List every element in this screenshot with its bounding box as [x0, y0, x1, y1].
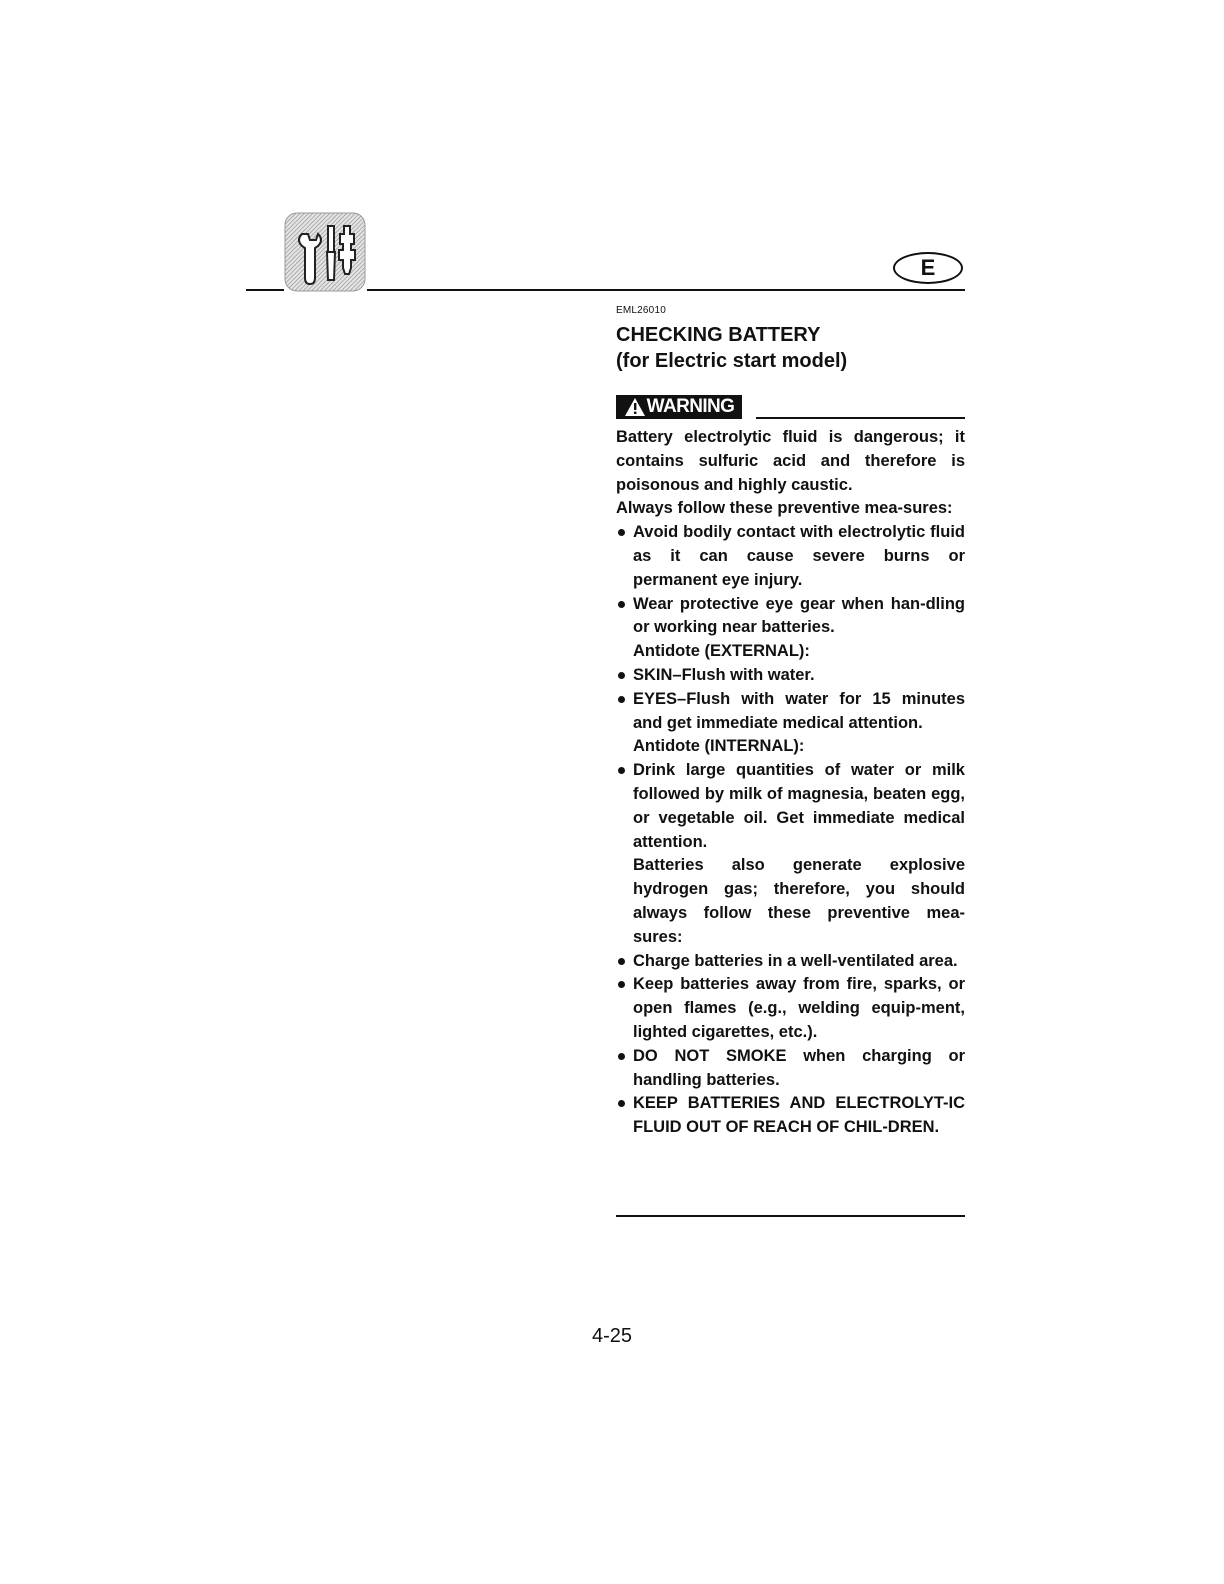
section-title-line1: CHECKING BATTERY — [616, 324, 821, 346]
warning-bullet: Drink large quantities of water or milk followed by milk of magnesia, beaten egg, or vegetable oil. Get immediate medical attention. — [616, 759, 965, 854]
warning-label-text: WARNING — [646, 396, 735, 417]
antidote-internal: Antidote (INTERNAL): — [633, 737, 805, 756]
warning-bullet: Charge batteries in a well-ventilated area. — [616, 950, 965, 974]
warning-always: Always follow these preventive mea-sures: — [616, 499, 953, 518]
section-title — [616, 322, 847, 374]
warning-label — [616, 395, 742, 419]
warning-bullet: DO NOT SMOKE when charging or handling batteries. — [616, 1045, 965, 1093]
warning-triangle-icon — [624, 397, 646, 417]
warning-end-rule — [616, 1215, 965, 1217]
antidote-external: Antidote (EXTERNAL): — [633, 642, 810, 661]
warning-rule — [756, 417, 965, 419]
language-badge: E — [893, 252, 963, 284]
warning-bullet: SKIN–Flush with water. — [616, 664, 965, 688]
warning-hydrogen: Batteries also generate explosive hydrogen gas; therefore, you should always follow these preventive mea-sures: — [633, 856, 965, 946]
warning-bullet: EYES–Flush with water for 15 minutes and get immediate medical attention. — [616, 688, 965, 736]
warning-bullet: Keep batteries away from fire, sparks, or open flames (e.g., welding equip-ment, lighted cigarettes, etc.). — [616, 973, 965, 1044]
warning-body — [616, 426, 965, 1140]
warning-bullet: KEEP BATTERIES AND ELECTROLYT-IC FLUID OUT OF REACH OF CHIL-DREN. — [616, 1092, 965, 1140]
section-title-line2: (for Electric start model) — [616, 350, 848, 372]
warning-bullet: Wear protective eye gear when han-dling or working near batteries. — [616, 593, 965, 641]
section-code: EML26010 — [616, 305, 666, 316]
tools-icon — [284, 212, 366, 292]
page-number: 4-25 — [591, 1325, 633, 1347]
warning-intro: Battery electrolytic fluid is dangerous; it contains sulfuric acid and therefore is poisonous and highly caustic. — [616, 428, 965, 494]
header-rule-right — [367, 289, 965, 291]
header-rule-left — [246, 289, 284, 291]
warning-bullet: Avoid bodily contact with electrolytic fluid as it can cause severe burns or permanent eye injury. — [616, 521, 965, 592]
